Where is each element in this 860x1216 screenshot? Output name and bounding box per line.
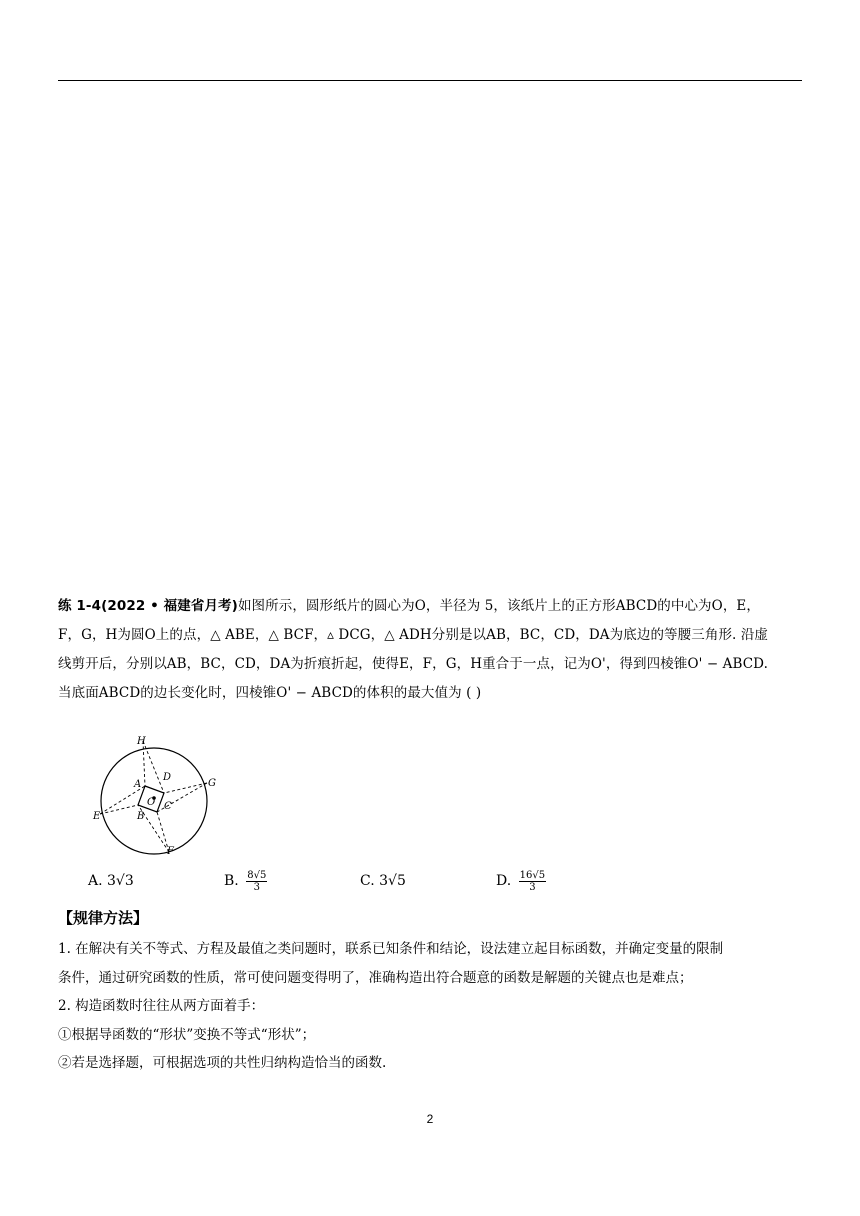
answer-choices — [88, 866, 802, 900]
label-b: B — [137, 811, 145, 822]
header-rule — [58, 80, 802, 81]
problem-line-4: 当底面ABCD的边长变化时，四棱锥O' − ABCD的体积的最大值为 ( ) — [58, 685, 482, 701]
label-h: H — [137, 736, 146, 747]
problem-tag: 练 1-4(2022 • 福建省月考) — [58, 598, 238, 614]
label-d: D — [163, 772, 172, 783]
method-line-3: 2. 构造函数时往往从两方面着手： — [58, 998, 265, 1014]
problem-line-3: 线剪开后，分别以AB，BC，CD，DA为折痕折起，使得E，F，G，H重合于一点，记为O'，得到四棱锥O' − ABCD. — [58, 656, 769, 672]
problem-line-1: 练 1-4(2022 • 福建省月考)如图所示，圆形纸片的圆心为O，半径为 5，该纸片上的正方形ABCD的中心为O，E， — [58, 598, 760, 614]
page-number: 2 — [426, 1112, 434, 1126]
label-f: F — [167, 846, 174, 857]
method-line-4: ①根据导函数的“形状”变换不等式“形状”； — [58, 1026, 316, 1043]
label-c: C — [164, 801, 172, 812]
fraction: $\frac{8√5}{3}$ — [247, 869, 267, 893]
label-e: E — [93, 811, 101, 822]
choice-a[interactable]: A. 3√3 — [88, 873, 134, 889]
label-a: A — [134, 779, 142, 790]
method-line-5: ②若是选择题，可根据选项的共性归纳构造恰当的函数. — [58, 1055, 387, 1071]
label-o: O — [147, 797, 156, 808]
choice-d[interactable]: D. $\frac{16√5}{3}$ — [496, 869, 546, 893]
method-line-2: 条件，通过研究函数的性质，常可使问题变得明了，准确构造出符合题意的函数是解题的关键点也是难点； — [58, 969, 693, 986]
method-line-1: 1. 在解决有关不等式、方程及最值之类问题时，联系已知条件和结论，设法建立起目标函数，并确定变量的限制 — [58, 941, 724, 957]
circle-square-figure — [88, 731, 228, 857]
method-title: 【规律方法】 — [58, 909, 149, 927]
problem-text — [58, 592, 802, 708]
method-text — [58, 935, 802, 1078]
fraction: $\frac{16√5}{3}$ — [519, 869, 546, 893]
label-g: G — [208, 778, 216, 789]
choice-c[interactable]: C. 3√5 — [360, 873, 406, 889]
choice-b[interactable]: B. $\frac{8√5}{3}$ — [224, 869, 267, 893]
problem-line-2: F，G，H为圆O上的点，△ ABE，△ BCF，▵ DCG，△ ADH分别是以AB，BC，CD，DA为底边的等腰三角形. 沿虚 — [58, 627, 769, 643]
